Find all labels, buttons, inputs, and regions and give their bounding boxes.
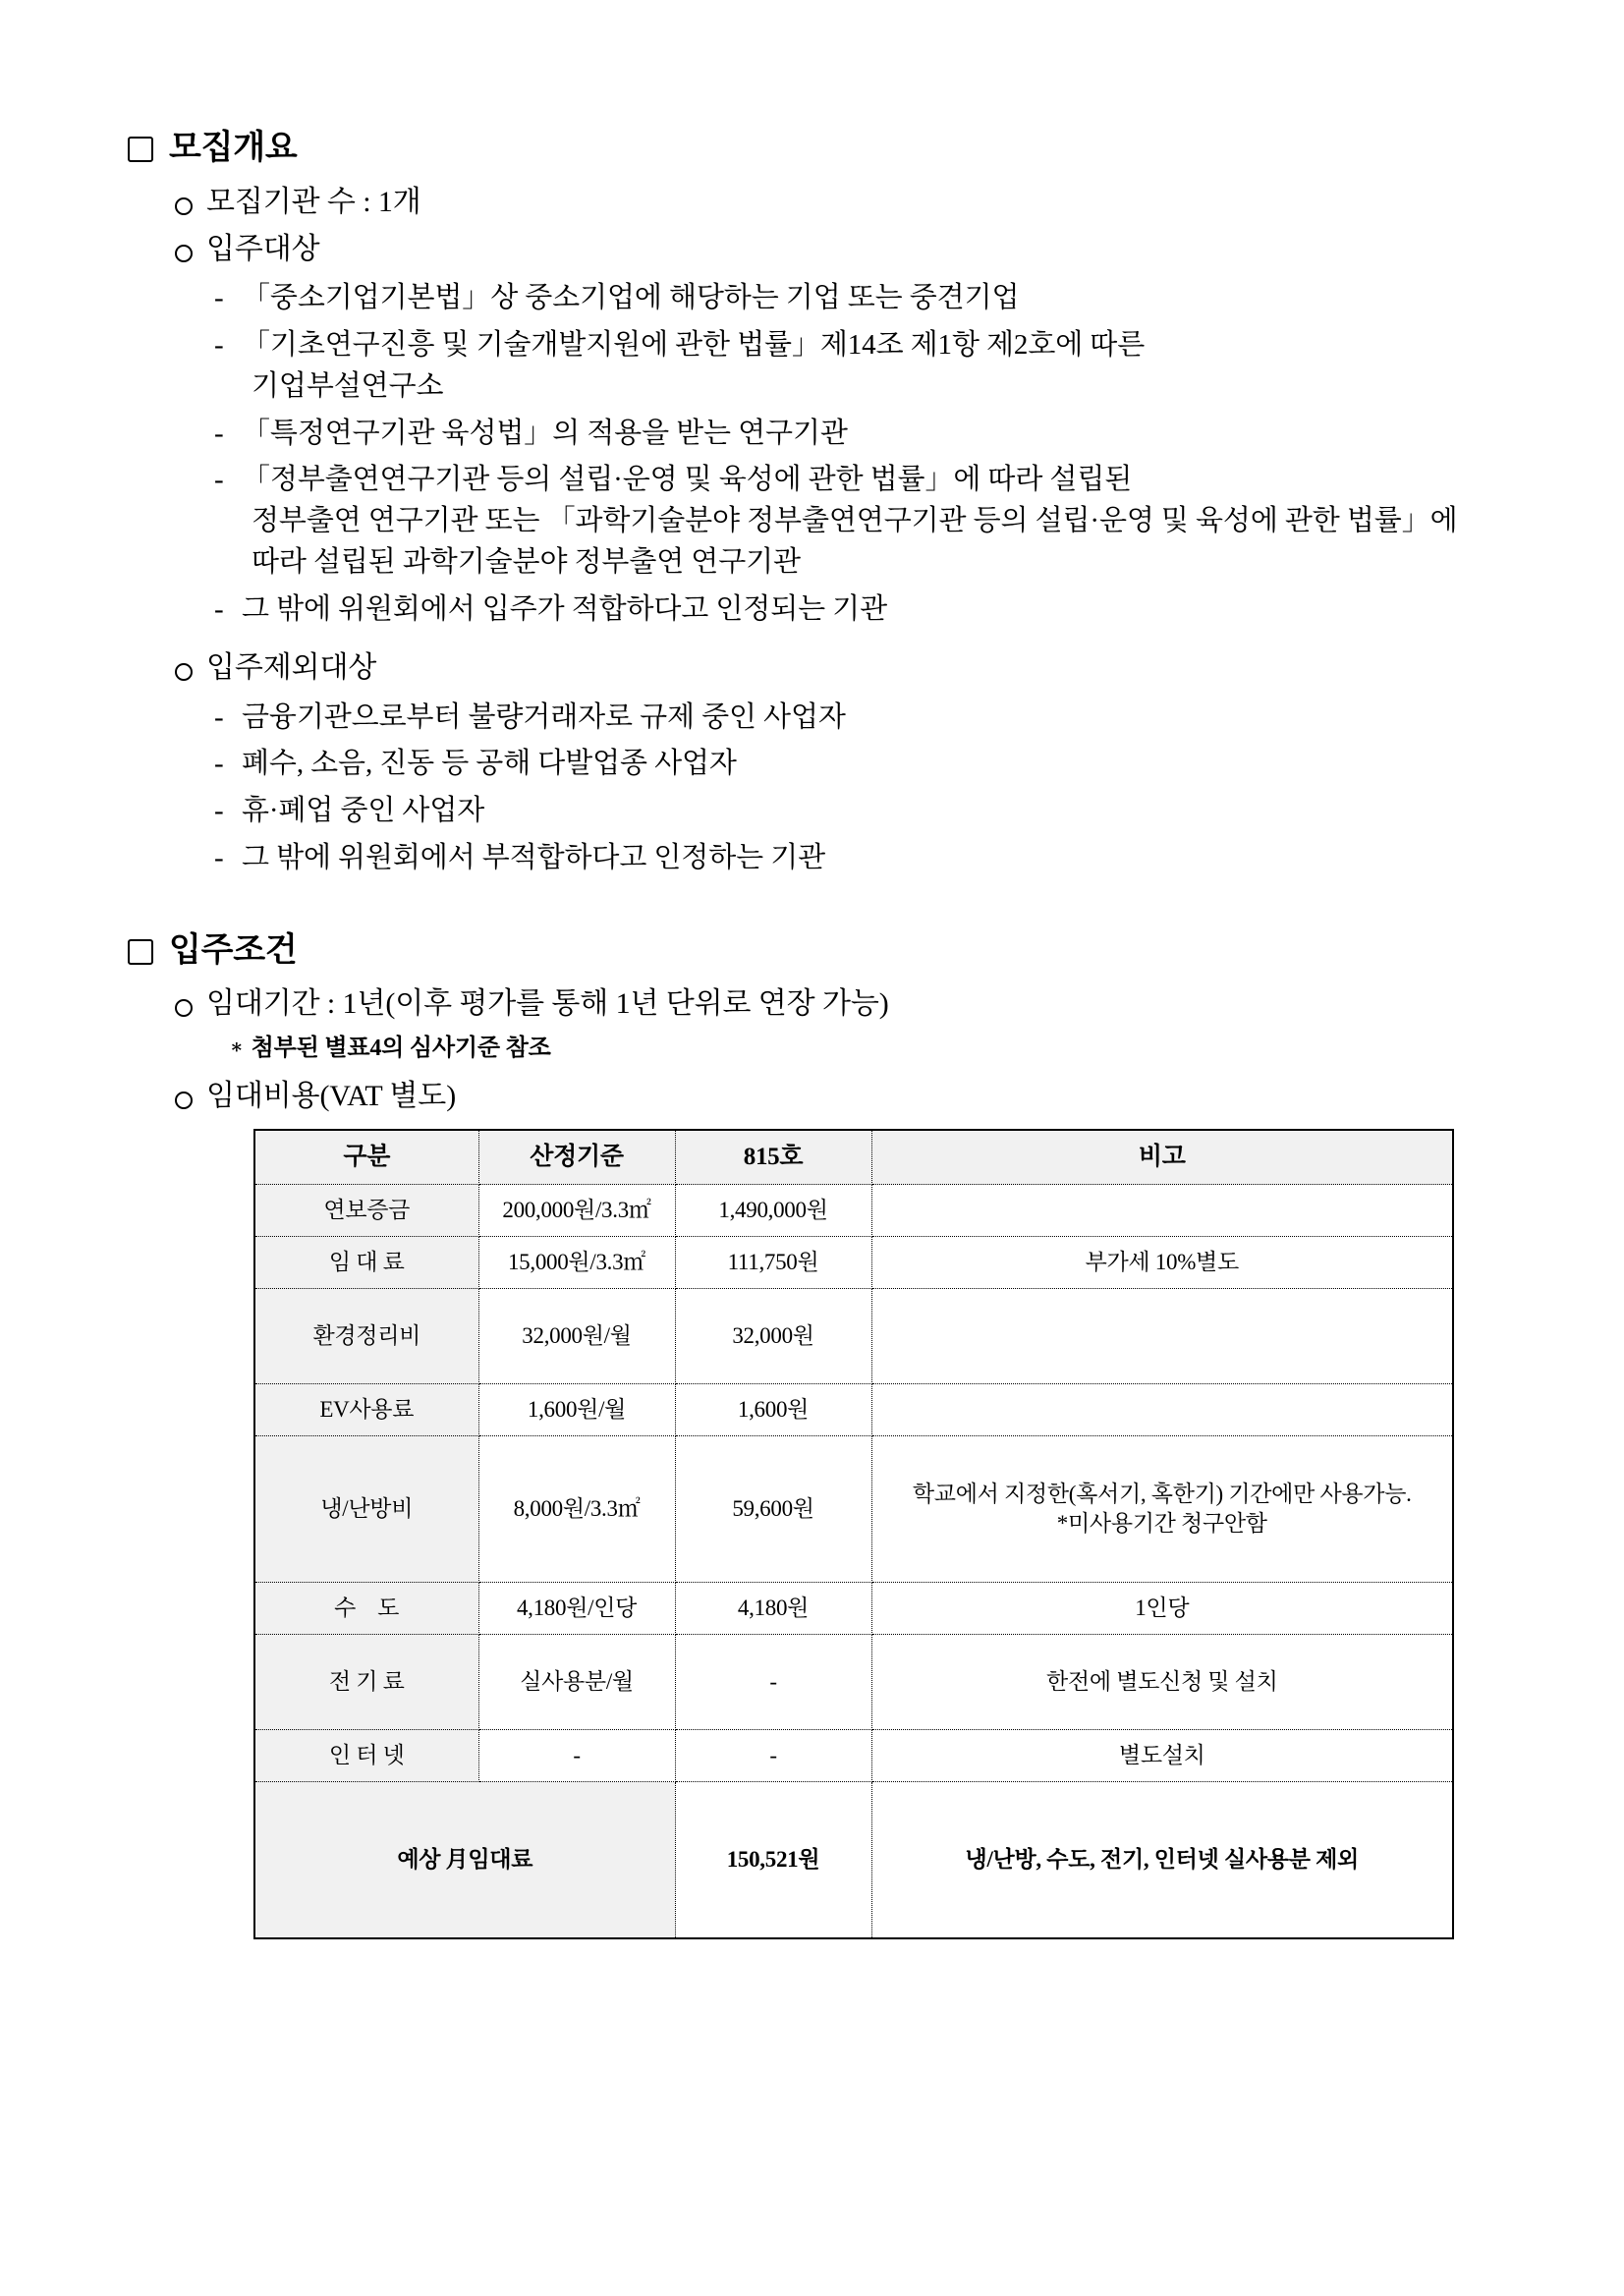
cell-remark: 별도설치: [871, 1730, 1453, 1782]
list-item-dash: [214, 791, 1484, 832]
cell-basis: 실사용분/월: [478, 1635, 675, 1730]
circle-bullet-icon: [175, 999, 193, 1017]
table-body: [254, 1185, 1453, 1939]
section-recruitment-overview: [128, 128, 1484, 879]
cell-remark: 부가세 10%별도: [871, 1237, 1453, 1289]
cell-category: 연보증금: [254, 1185, 478, 1237]
cell-remark: [871, 1384, 1453, 1436]
cell-category: 임 대 료: [254, 1237, 478, 1289]
cell-basis: 15,000원/3.3㎡: [478, 1237, 675, 1289]
list-item-text: 그 밖에 위원회에서 입주가 적합하다고 인정되는 기관: [242, 592, 888, 625]
cell-total-label: 예상 月임대료: [254, 1782, 675, 1939]
column-header-basis: 산정기준: [478, 1130, 675, 1185]
list-item-label: 임대비용(VAT 별도): [206, 1079, 457, 1112]
list-item-circle: [175, 1078, 1484, 1115]
cell-category: 인 터 넷: [254, 1730, 478, 1782]
dash-bullet-icon: -: [214, 329, 224, 362]
cell-remark: 1인당: [871, 1583, 1453, 1635]
list-item-text: 그 밖에 위원회에서 부적합하다고 인정하는 기관: [242, 841, 826, 873]
dash-bullet-icon: -: [214, 700, 224, 733]
spacer: [128, 885, 1484, 930]
section-title: 모집개요: [169, 130, 298, 166]
cell-basis: 1,600원/월: [478, 1384, 675, 1436]
dash-bullet-icon: -: [214, 417, 224, 449]
table-row: [254, 1185, 1453, 1237]
column-header-room: 815호: [675, 1130, 871, 1185]
section-heading: [128, 930, 1484, 973]
list-item-circle: [175, 985, 1484, 1023]
list-item-label: 입주대상: [206, 232, 320, 265]
cell-remark: [871, 1289, 1453, 1384]
list-item-text: [242, 460, 1484, 583]
cell-total-remark: 냉/난방, 수도, 전기, 인터넷 실사용분 제외: [965, 1847, 1359, 1873]
list-item-label: 입주제외대상: [206, 651, 377, 685]
section-title: 입주조건: [169, 931, 298, 969]
table-row: [254, 1384, 1453, 1436]
cell-remark: 학교에서 지정한(혹서기, 혹한기) 기간에만 사용가능. *미사용기간 청구안함: [871, 1436, 1453, 1583]
cell-amount: 59,600원: [675, 1436, 871, 1583]
table-row: [254, 1583, 1453, 1635]
cost-table: [253, 1129, 1454, 1939]
document-content: [128, 128, 1484, 1943]
section-heading: [128, 128, 1484, 170]
list-item-line2: 정부출연 연구기관 또는 「과학기술분야 정부출연연구기관 등의 설립·운영 및 육성에 관한 법률」에 따라 설립된 과학기술분야 정부출연 연구기관: [252, 505, 1458, 578]
cell-remark: 한전에 별도신청 및 설치: [871, 1635, 1453, 1730]
table-header-row: [254, 1130, 1453, 1185]
dash-bullet-icon: -: [214, 795, 224, 827]
cell-basis: 4,180원/인당: [478, 1583, 675, 1635]
cell-basis: 8,000원/3.3㎡: [478, 1436, 675, 1583]
list-item-circle: [175, 184, 1484, 221]
asterisk-icon: ∗: [230, 1036, 244, 1058]
list-item-dash: [214, 460, 1484, 583]
section-occupancy-conditions: [128, 930, 1484, 1939]
list-item-text: 금융기관으로부터 불량거래자로 규제 중인 사업자: [242, 700, 846, 733]
circle-bullet-icon: [175, 245, 193, 262]
cell-basis: 200,000원/3.3㎡: [478, 1185, 675, 1237]
footnote: [230, 1034, 1484, 1064]
cost-table-container: [253, 1129, 1454, 1939]
cell-amount: 4,180원: [675, 1583, 871, 1635]
table-row: [254, 1237, 1453, 1289]
table-row: [254, 1635, 1453, 1730]
table-row: [254, 1436, 1453, 1583]
dash-bullet-icon: -: [214, 282, 224, 314]
list-item-text: 휴·폐업 중인 사업자: [242, 795, 485, 827]
cell-amount: -: [675, 1730, 871, 1782]
cell-basis: -: [478, 1730, 675, 1782]
list-item-text: 「특정연구기관 육성법」의 적용을 받는 연구기관: [242, 417, 848, 449]
list-item-text: [242, 325, 1484, 408]
table-row: [254, 1289, 1453, 1384]
dash-bullet-icon: -: [214, 464, 224, 496]
table-row-total: [254, 1782, 1453, 1939]
dash-bullet-icon: -: [214, 841, 224, 873]
list-item-dash: [214, 278, 1484, 319]
list-item-line1: 「정부출연연구기관 등의 설립·운영 및 육성에 관한 법률」에 따라 설립된: [242, 464, 1133, 496]
list-item-dash: [214, 838, 1484, 879]
list-item-label: 모집기관 수 : 1개: [206, 185, 421, 218]
dash-bullet-icon: -: [214, 592, 224, 625]
circle-bullet-icon: [175, 1092, 193, 1109]
cell-amount: -: [675, 1635, 871, 1730]
list-item-label: 임대기간 : 1년(이후 평가를 통해 1년 단위로 연장 가능): [206, 987, 889, 1021]
cell-category: 냉/난방비: [254, 1436, 478, 1583]
cell-total-amount: 150,521원: [675, 1782, 871, 1939]
cell-basis: 32,000원/월: [478, 1289, 675, 1384]
list-item-text: 「중소기업기본법」상 중소기업에 해당하는 기업 또는 중견기업: [242, 282, 1020, 314]
list-item-circle: [175, 649, 1484, 687]
cell-amount: 1,600원: [675, 1384, 871, 1436]
list-item-line1: 「기초연구진흥 및 기술개발지원에 관한 법률」제14조 제1항 제2호에 따른: [242, 329, 1146, 362]
cell-amount: 32,000원: [675, 1289, 871, 1384]
table-row: [254, 1730, 1453, 1782]
checkbox-square-icon: [128, 939, 153, 965]
table-header: [254, 1130, 1453, 1185]
cell-category: 환경정리비: [254, 1289, 478, 1384]
list-item-dash: [214, 325, 1484, 408]
cell-category: 전 기 료: [254, 1635, 478, 1730]
list-item-line2: 기업부설연구소: [252, 369, 444, 402]
cell-amount: 111,750원: [675, 1237, 871, 1289]
list-item-dash: [214, 589, 1484, 631]
list-item-dash: [214, 744, 1484, 785]
checkbox-square-icon: [128, 137, 153, 162]
list-item-text: 폐수, 소음, 진동 등 공해 다발업종 사업자: [242, 748, 737, 780]
circle-bullet-icon: [175, 197, 193, 215]
cell-category: EV사용료: [254, 1384, 478, 1436]
footnote-text: 첨부된 별표4의 심사기준 참조: [251, 1035, 551, 1061]
column-header-remarks: 비고: [871, 1130, 1453, 1185]
dash-bullet-icon: -: [214, 748, 224, 780]
cell-amount: 1,490,000원: [675, 1185, 871, 1237]
column-header-category: 구분: [254, 1130, 478, 1185]
cell-remark: [871, 1185, 1453, 1237]
list-item-circle: [175, 231, 1484, 268]
list-item-dash: [214, 698, 1484, 739]
spacer: [128, 636, 1484, 649]
cell-category: 수 도: [254, 1583, 478, 1635]
list-item-dash: [214, 414, 1484, 455]
circle-bullet-icon: [175, 663, 193, 681]
